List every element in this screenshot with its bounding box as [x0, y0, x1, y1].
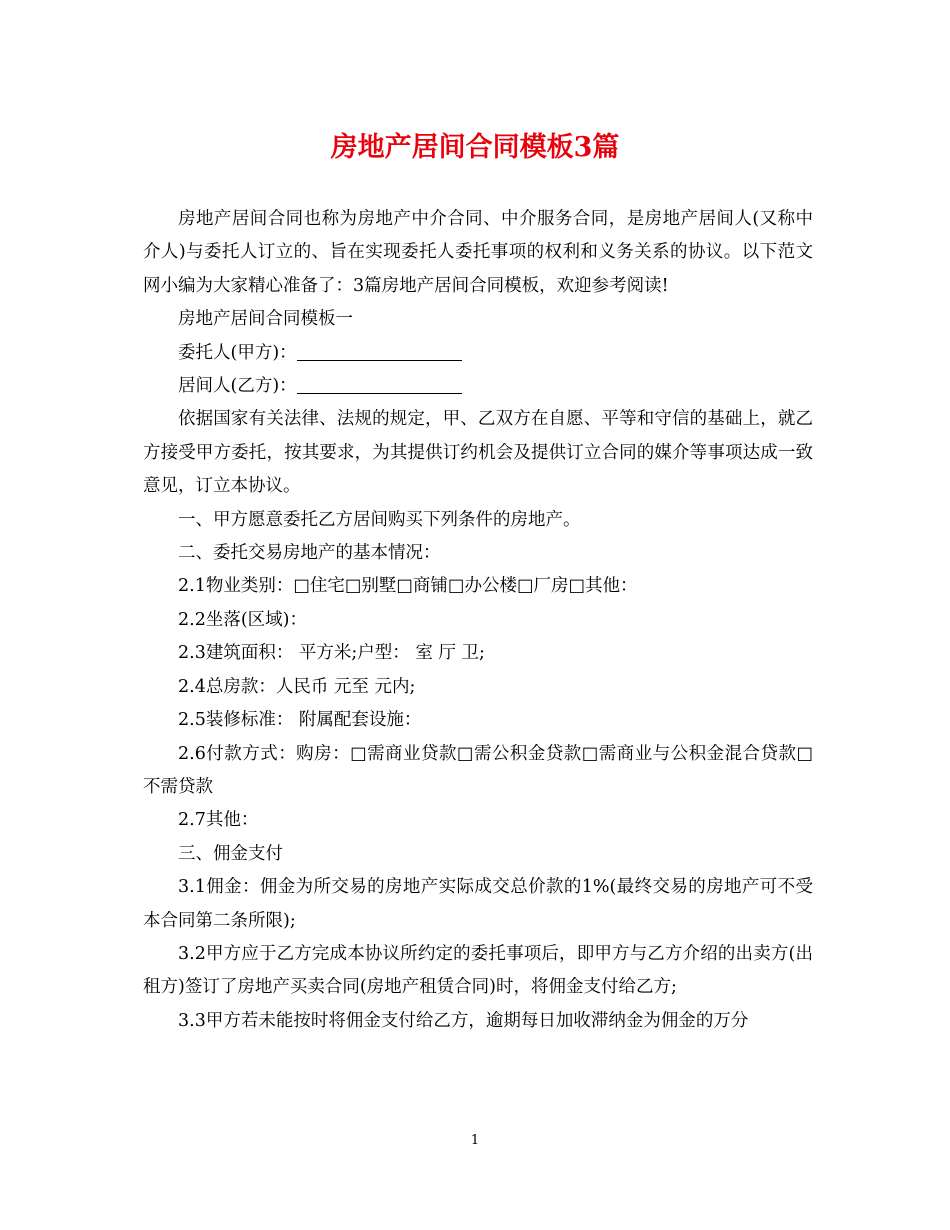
template-heading: 房地产居间合同模板一 — [178, 309, 353, 330]
clause-2-2: 2.2坐落(区域)： — [178, 609, 307, 630]
document-body — [143, 203, 813, 1038]
clause-2: 二、委托交易房地产的基本情况： — [178, 543, 441, 564]
clause-3: 三、佣金支付 — [178, 843, 283, 864]
clause-3-1: 3.1佣金：佣金为所交易的房地产实际成交总价款的1%(最终交易的房地产可不受本合同第二条所限); — [143, 877, 813, 931]
intro-paragraph: 房地产居间合同也称为房地产中介合同、中介服务合同，是房地产居间人(又称中介人)与委托人订立的、旨在实现委托人委托事项的权利和义务关系的协议。以下范文网小编为大家精心准备了：3篇房地产居间合同模板，欢迎参考阅读! — [143, 209, 813, 296]
clause-2-4: 2.4总房款：人民币 元至 元内; — [178, 676, 416, 697]
clause-3-2: 3.2甲方应于乙方完成本协议所约定的委托事项后，即甲方与乙方介绍的出卖方(出租方)签订了房地产买卖合同(房地产租赁合同)时，将佣金支付给乙方; — [143, 943, 813, 998]
clause-2-5: 2.5装修标准： 附属配套设施： — [178, 710, 422, 731]
clause-2-1: 2.1物业类别：□住宅□别墅□商铺□办公楼□厂房□其他： — [178, 576, 638, 597]
party-a-label: 委托人(甲方)： — [178, 342, 297, 363]
clause-2-7: 2.7其他： — [178, 810, 259, 831]
page-number: 1 — [470, 1133, 480, 1148]
preamble-paragraph: 依据国家有关法律、法规的规定，甲、乙双方在自愿、平等和守信的基础上，就乙方接受甲方委托，按其要求，为其提供订约机会及提供订立合同的媒介等事项达成一致意见，订立本协议。 — [143, 409, 813, 497]
clause-2-3: 2.3建筑面积： 平方米;户型： 室 厅 卫; — [178, 643, 485, 664]
clause-2-6: 2.6付款方式：购房：□需商业贷款□需公积金贷款□需商业与公积金混合贷款□不需贷款 — [143, 743, 813, 797]
document-title: 房地产居间合同模板3篇 — [330, 132, 620, 163]
clause-1: 一、甲方愿意委托乙方居间购买下列条件的房地产。 — [178, 509, 581, 530]
party-b-label: 居间人(乙方)： — [178, 376, 297, 397]
party-a-line — [143, 337, 813, 370]
party-a-blank — [297, 340, 462, 361]
party-b-line — [143, 370, 813, 403]
clause-3-3: 3.3甲方若未能按时将佣金支付给乙方，逾期每日加收滞纳金为佣金的万分 — [178, 1010, 749, 1031]
party-b-blank — [297, 373, 462, 394]
